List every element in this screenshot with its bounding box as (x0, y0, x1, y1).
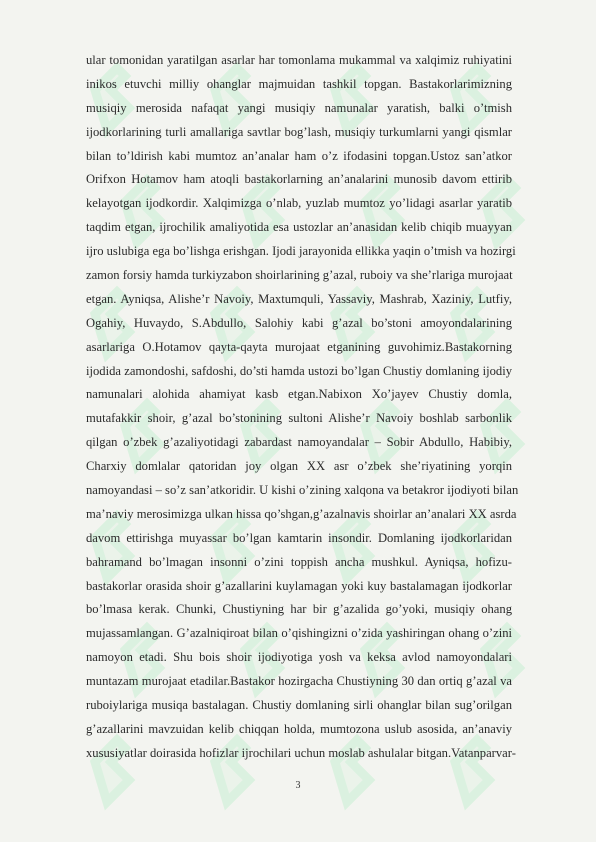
body-text-line: etgan. Ayniqsa, Alishe’r Navoiy, Maxtumquli, Yassaviy, Mashrab, Xaziniy, Lutfiy, (86, 291, 512, 306)
body-text-line: mutafakkir shoir, g’azal bo’stonining sultoni Alishe’r Navoiy boshlab sarbonlik (86, 411, 512, 426)
body-text-line: namoyon etadi. Shu bois shoir ijodiyotiga yosh va keksa avlod namoyondalari (86, 650, 512, 665)
body-text-line: ruboiylariga musiqa bastalagan. Chustiy domlaning sirli ohanglar bilan sug’orilgan (86, 698, 512, 713)
body-text-line: kelayotgan ijodkordir. Xalqimizga o’nlab, yuzlab mumtoz yo’lidagi asarlar yaratib (86, 196, 512, 211)
body-text-line: musiqiy merosida nafaqat yangi musiqiy namunalar yaratish, balki o’tmish (86, 100, 512, 115)
body-text-line: namunalari alohida ahamiyat kasb etgan.Nabixon Xo’jayev Chustiy domla, (86, 387, 512, 402)
body-text-line: muntazam murojaat etadilar.Bastakor hozirgacha Chustiyning 30 dan ortiq g’azal va (86, 674, 512, 689)
body-text-line: Ogahiy, Huvaydo, S.Abdullo, Salohiy kabi g’azal bo’stoni amoyondalarining (86, 315, 512, 330)
body-text-line: mujassamlangan. G’azalniqiroat bilan o’qishingizni o’zida yashiringan ohang o’zini (86, 626, 512, 641)
page-number: 3 (295, 780, 301, 791)
body-text-line: g’azallarini mavzuidan kelib chiqqan holda, mumtozona uslub asosida, an’anaviy (86, 721, 512, 736)
body-text-line: namoyandasi – so’z san’atkoridir. U kishi o’zining xalqona va betakror ijodiyoti bilan (86, 483, 519, 498)
body-text-line: asarlariga O.Hotamov qayta-qayta murojaat etganining guvohimiz.Bastakorning (86, 339, 512, 354)
body-text-line: Orifxon Hotamov ham atoqli bastakorlarning an’analarini munosib davom ettirib (86, 172, 512, 187)
body-text-line: inikos etuvchi milliy ohanglar majmuidan tashkil topgan. Bastakorlarimizning (86, 76, 512, 91)
body-text-line: ijodkorlarining turli amallariga savtlar bog’lash, musiqiy turkumlarni yangi qismlar (86, 124, 512, 139)
body-text-line: bastakorlar orasida shoir g’azallarini kuylamagan yoki kuy bastalamagan ijodkorlar (86, 578, 512, 593)
body-text-line: qilgan o’zbek g’azaliyotidagi zabardast namoyandalar – Sobir Abdullo, Habibiy, (86, 435, 512, 450)
body-text-line: davom ettirishga muyassar bo’lgan kamtarin insondir. Domlaning ijodkorlaridan (86, 530, 512, 545)
body-text-line: bilan to’ldirish kabi mumtoz an’analar ham o’z ifodasini topgan.Ustoz san’atkor (86, 148, 512, 163)
body-text-line: Charxiy domlalar qatoridan joy olgan XX asr o’zbek she’riyatining yorqin (86, 459, 512, 474)
document-body (86, 49, 519, 766)
body-text-line: bahramand bo’lmagan insonni o’zini toppish ancha mushkul. Ayniqsa, hofizu- (86, 554, 512, 569)
body-text-line: bo’lmasa kerak. Chunki, Chustiyning har bir g’azalida go’yoki, musiqiy ohang (86, 602, 512, 617)
body-text-line: ular tomonidan yaratilgan asarlar har tomonlama mukammal va xalqimiz ruhiyatini (86, 53, 512, 67)
body-text-line: taqdim etgan, ijrochilik amaliyotida esa ustozlar an’anasidan kelib chiqib muayyan (86, 220, 512, 235)
body-text-line: ijodida zamondoshi, safdoshi, do’sti hamda ustozi bo’lgan Chustiy domlaning ijodiy (86, 363, 512, 378)
body-text-line: zamon forsiy hamda turkiyzabon shoirlarining g’azal, ruboiy va she’rlariga murojaat (86, 268, 513, 283)
body-text-line: xususiyatlar doirasida hofizlar ijrochilari uchun moslab ashulalar bitgan.Vatanparvar- (86, 745, 516, 760)
body-text-line: ijro uslubiga ega bo’lishga erishgan. Ijodi jarayonida ellikka yaqin o’tmish va hozirgi (86, 244, 516, 259)
body-text-line: ma’naviy merosimizga ulkan hissa qo’shgan,g’azalnavis shoirlar an’analari XX asrda (86, 506, 517, 521)
